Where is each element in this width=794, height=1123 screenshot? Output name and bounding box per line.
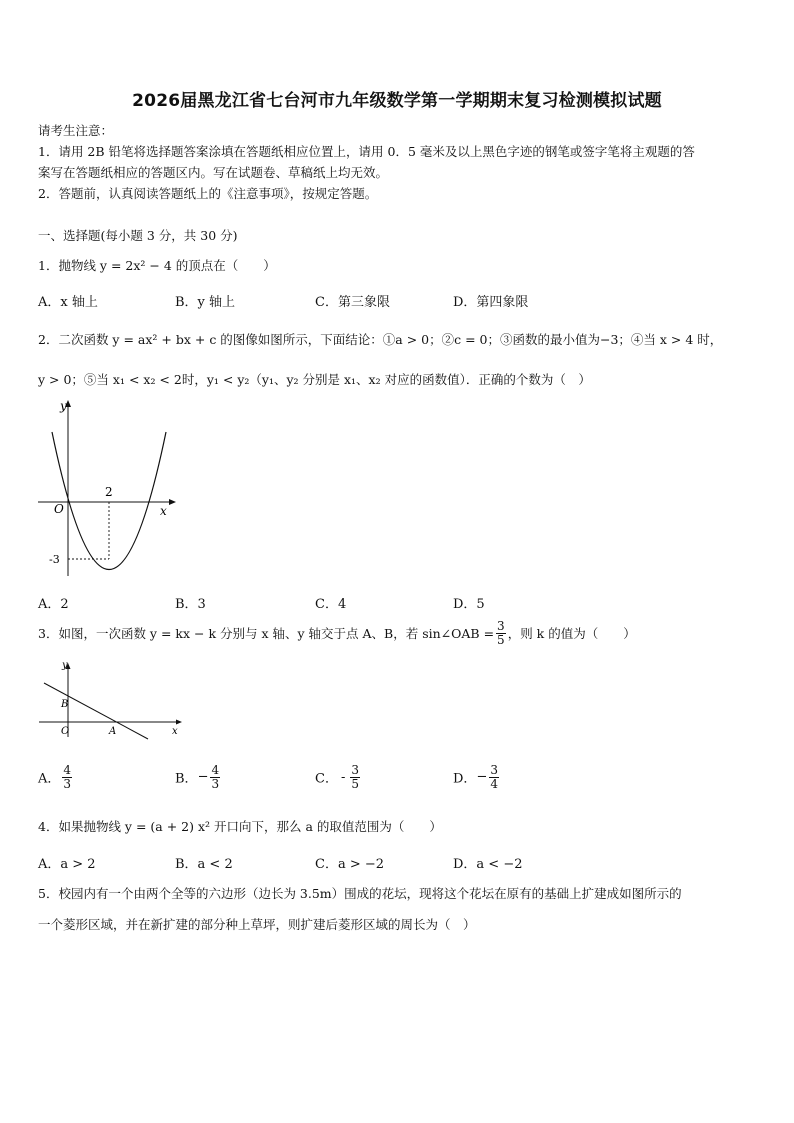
notice-item-2: 2．答题前，认真阅读答题纸上的《注意事项》，按规定答题。 (38, 186, 378, 201)
point-b-label: B (61, 699, 69, 710)
option-fraction (210, 764, 220, 790)
question-3-stem-part-a: 3．如图，一次函数 y = kx − k 分别与 x 轴、y 轴交于点 A、B，若 sin∠OAB = (38, 626, 495, 642)
option-letter: A． (38, 771, 61, 787)
fraction-numerator: 3 (490, 763, 498, 777)
fraction-denominator: 4 (490, 776, 498, 791)
question-4-option-d[interactable]: D．a < −2 (453, 857, 523, 872)
question-3-line-graph (36, 655, 186, 740)
option-fraction (489, 764, 499, 790)
fraction-denominator: 5 (351, 776, 359, 791)
linear-function-line (44, 683, 148, 739)
page-title: 2026届黑龙江省七台河市九年级数学第一学期期末复习检测模拟试题 (132, 91, 662, 111)
option-sign: − (476, 769, 488, 785)
question-1-option-a[interactable]: A．x 轴上 (38, 295, 98, 310)
option-letter: B． (175, 771, 198, 787)
option-fraction (62, 764, 72, 790)
tick-label-2: 2 (105, 485, 113, 499)
option-sign: - (340, 769, 346, 785)
question-1-option-b[interactable]: B．y 轴上 (175, 295, 236, 310)
fraction-denominator: 5 (497, 632, 505, 647)
min-value-label: -3 (49, 553, 60, 566)
question-3-stem-fraction (496, 620, 506, 646)
question-1-option-d[interactable]: D．第四象限 (453, 295, 529, 310)
question-3-option-a[interactable] (38, 764, 74, 790)
fraction-numerator: 4 (63, 763, 72, 777)
x-axis-arrow (169, 499, 176, 505)
question-2-option-b[interactable]: B．3 (175, 597, 206, 612)
question-2-parabola-graph (36, 396, 186, 581)
x-axis-label: x (172, 726, 178, 737)
origin-label: O (61, 726, 70, 737)
fraction-denominator: 3 (211, 776, 220, 791)
option-sign: − (197, 769, 209, 785)
question-1-stem: 1．抛物线 y = 2x² − 4 的顶点在（ ） (38, 258, 276, 273)
notice-item-1-line-1: 1．请用 2B 铅笔将选择题答案涂填在答题纸相应位置上，请用 0．5 毫米及以上黑色字迹的钢笔或签字笔将主观题的答 (38, 144, 695, 159)
question-3-stem (38, 620, 636, 646)
notice-item-1-line-2: 案写在答题纸相应的答题区内。写在试题卷、草稿纸上均无效。 (38, 165, 389, 180)
question-2-line-2: y > 0；⑤当 x₁ < x₂ < 2时，y₁ < y₂（y₁、y₂ 分别是 x₁、x₂ 对应的函数值）．正确的个数为（ ） (38, 372, 591, 387)
question-4-option-c[interactable]: C．a > −2 (315, 857, 385, 872)
question-3-option-c[interactable] (315, 764, 362, 790)
question-5-line-1: 5．校园内有一个由两个全等的六边形（边长为 3.5m）围成的花坛，现将这个花坛在原有的基础上扩建成如图所示的 (38, 886, 682, 901)
y-axis-label: y (62, 660, 68, 671)
point-a-label: A (109, 726, 117, 737)
x-axis-label: x (160, 504, 167, 518)
origin-label: O (54, 502, 64, 516)
section-heading: 一、选择题(每小题 3 分，共 30 分) (38, 228, 238, 243)
question-2-option-c[interactable]: C．4 (315, 597, 347, 612)
fraction-numerator: 4 (211, 763, 220, 777)
question-2-line-1: 2．二次函数 y = ax² + bx + c 的图像如图所示，下面结论：①a > 0；②c = 0；③函数的最小值为−3；④当 x > 4 时， (38, 332, 723, 347)
question-3-option-d[interactable] (453, 764, 501, 790)
y-axis-label: y (60, 399, 67, 413)
question-2-option-d[interactable]: D．5 (453, 597, 485, 612)
fraction-denominator: 3 (63, 776, 72, 791)
parabola-curve (52, 432, 166, 570)
option-letter: D． (453, 771, 477, 787)
question-2-option-a[interactable]: A．2 (38, 597, 69, 612)
question-1-option-c[interactable]: C．第三象限 (315, 295, 390, 310)
x-axis-arrow (176, 720, 182, 725)
option-letter: C． (315, 771, 338, 787)
fraction-numerator: 3 (351, 763, 359, 777)
question-3-stem-part-b: ，则 k 的值为（ ） (507, 626, 636, 642)
question-4-option-a[interactable]: A．a > 2 (38, 857, 96, 872)
fraction-numerator: 3 (497, 619, 505, 633)
question-4-stem: 4．如果抛物线 y = (a + 2) x² 开口向下，那么 a 的取值范围为（ ） (38, 819, 442, 834)
notice-heading: 请考生注意： (38, 123, 114, 138)
option-fraction (350, 764, 360, 790)
question-5-line-2: 一个菱形区域，并在新扩建的部分种上草坪，则扩建后菱形区域的周长为（ ） (38, 917, 476, 932)
question-4-option-b[interactable]: B．a < 2 (175, 857, 233, 872)
question-3-option-b[interactable] (175, 764, 222, 790)
